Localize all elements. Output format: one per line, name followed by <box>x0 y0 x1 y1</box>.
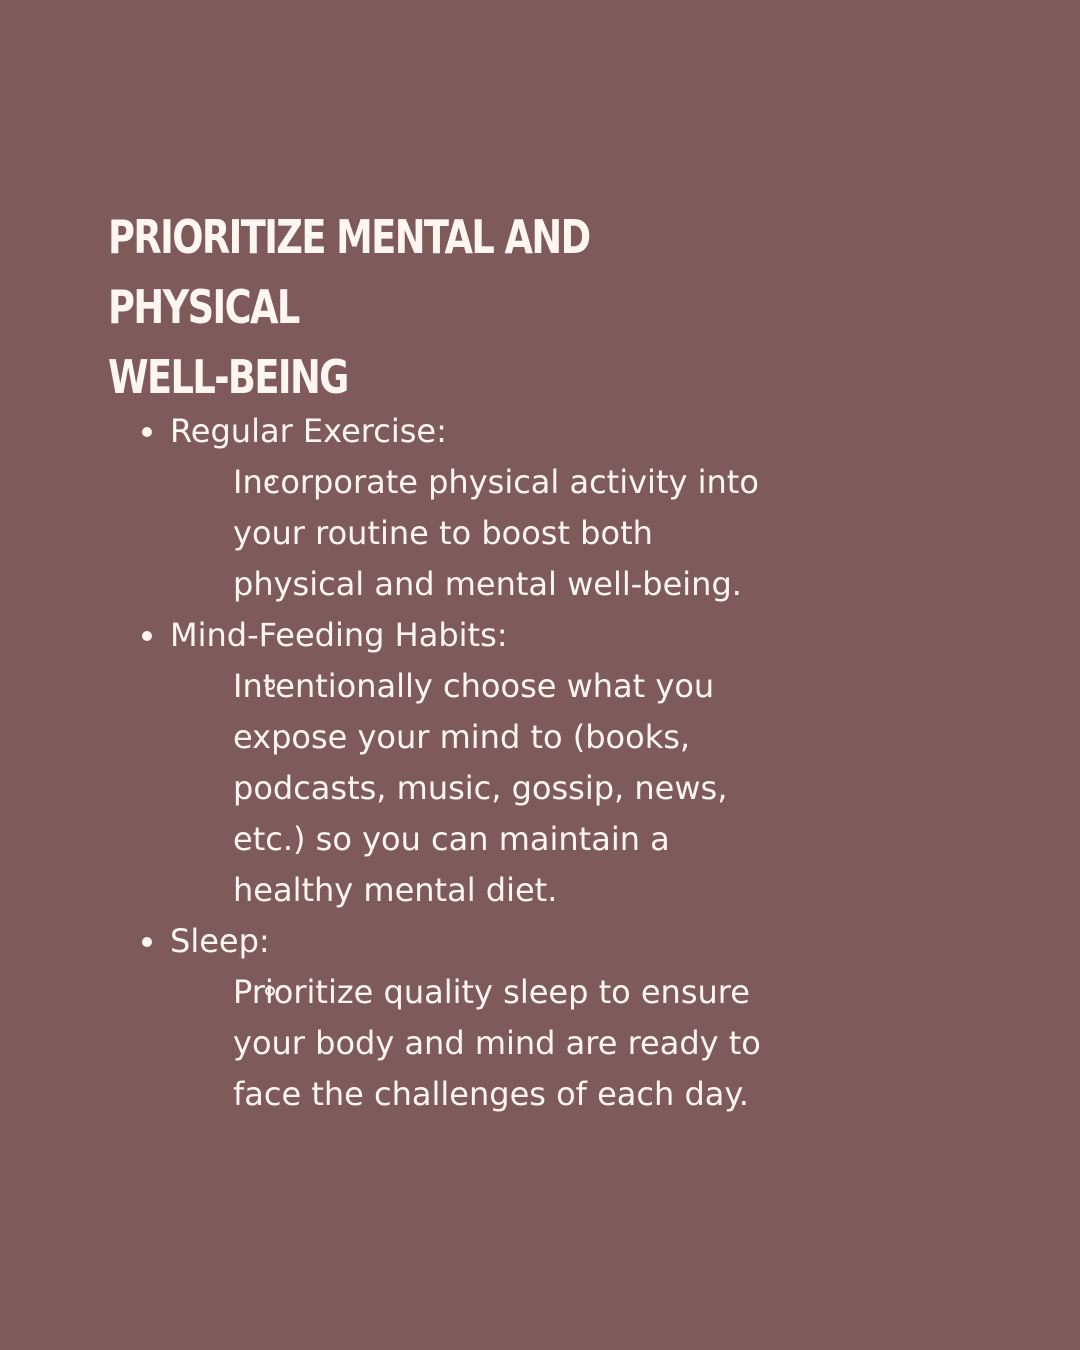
sub-list <box>170 661 788 916</box>
bullet-dot-icon <box>142 937 152 947</box>
bullet-circle-icon <box>265 476 275 486</box>
title-line-1: PRIORITIZE MENTAL AND PHYSICAL <box>108 210 590 334</box>
tips-list <box>108 406 788 1120</box>
list-item <box>108 610 788 916</box>
bullet-circle-icon <box>265 680 275 690</box>
sub-list-item <box>170 661 793 916</box>
list-item <box>108 916 788 1120</box>
page-title <box>108 202 788 412</box>
bullet-dot-icon <box>142 427 152 437</box>
list-item-label: Regular Exercise: <box>170 412 447 450</box>
sub-list <box>170 967 788 1120</box>
sub-list-item <box>170 967 793 1120</box>
bullet-dot-icon <box>142 631 152 641</box>
content-block <box>108 202 788 1120</box>
title-line-2: WELL-BEING <box>108 350 348 404</box>
sub-list-item <box>170 457 793 610</box>
sub-list-item-text: Intentionally choose what you expose your mind to (books, podcasts, music, gossip, news, etc.) so you can maintain a healthy mental diet. <box>233 667 728 909</box>
list-item-label: Sleep: <box>170 922 270 960</box>
list-item <box>108 406 788 610</box>
sub-list <box>170 457 788 610</box>
bullet-circle-icon <box>265 986 275 996</box>
sub-list-item-text: Incorporate physical activity into your routine to boost both physical and mental well-being. <box>233 463 759 603</box>
sub-list-item-text: Prioritize quality sleep to ensure your body and mind are ready to face the challenges of each day. <box>233 973 761 1113</box>
list-item-label: Mind-Feeding Habits: <box>170 616 508 654</box>
